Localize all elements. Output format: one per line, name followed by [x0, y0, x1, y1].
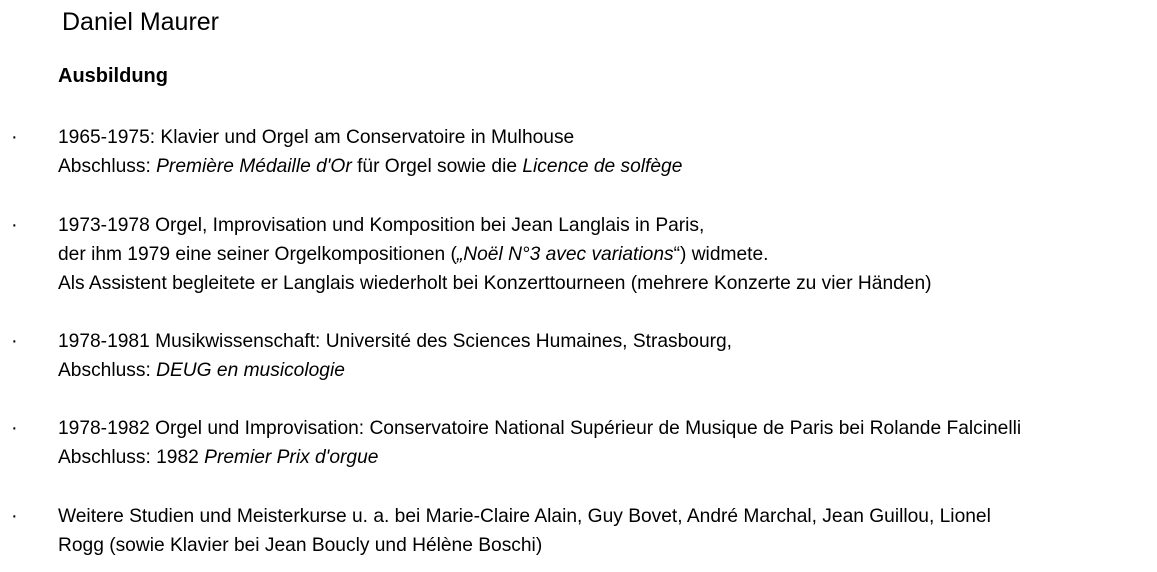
entry-line: Weitere Studien und Meisterkurse u. a. bei Marie-Claire Alain, Guy Bovet, André Marchal, Jean Guillou, Lionel — [58, 506, 991, 527]
italic-text-run: Premier Prix d'orgue — [204, 447, 379, 468]
list-item-text — [58, 327, 732, 385]
list-item-text — [58, 414, 1021, 472]
text-run: der ihm 1979 eine seiner Orgelkompositionen ( — [58, 244, 457, 265]
text-run: für Orgel sowie die — [351, 156, 523, 177]
list-item-text — [58, 123, 682, 181]
author-name: Daniel Maurer — [62, 8, 220, 36]
italic-text-run: „Noël N°3 avec variations — [456, 244, 674, 265]
bullet-icon: · — [11, 126, 18, 148]
list-item-text — [58, 502, 991, 560]
bullet-icon: · — [11, 417, 18, 439]
entry-line: 1973-1978 Orgel, Improvisation und Komposition bei Jean Langlais in Paris, — [58, 215, 705, 236]
entry-line: 1978-1981 Musikwissenschaft: Université des Sciences Humaines, Strasbourg, — [58, 331, 733, 352]
list-item-text — [58, 211, 932, 298]
text-run: Abschluss: — [58, 360, 157, 381]
entry-line: 1978-1982 Orgel und Improvisation: Conservatoire National Supérieur de Musique de Paris bei Rolande Falcinelli — [58, 418, 1022, 439]
entry-line: 1965-1975: Klavier und Orgel am Conservatoire in Mulhouse — [58, 127, 575, 148]
entry-line: Rogg (sowie Klavier bei Jean Boucly und Hélène Boschi) — [58, 535, 543, 556]
entry-line: Als Assistent begleitete er Langlais wiederholt bei Konzerttourneen (mehrere Konzerte zu vier Händen) — [58, 273, 932, 294]
text-run: “) widmete. — [673, 244, 769, 265]
entry-line — [58, 240, 932, 269]
entry-line — [58, 443, 1021, 472]
italic-text-run: DEUG en musicologie — [156, 360, 345, 381]
bullet-icon: · — [11, 330, 18, 352]
italic-text-run: Première Médaille d'Or — [156, 156, 352, 177]
text-run: Abschluss: 1982 — [58, 447, 205, 468]
bullet-icon: · — [11, 505, 18, 527]
entry-line — [58, 152, 682, 181]
italic-text-run: Licence de solfège — [522, 156, 683, 177]
entry-line — [58, 356, 732, 385]
text-run: Abschluss: — [58, 156, 157, 177]
section-heading-ausbildung: Ausbildung — [58, 65, 168, 87]
bullet-icon: · — [11, 214, 18, 236]
